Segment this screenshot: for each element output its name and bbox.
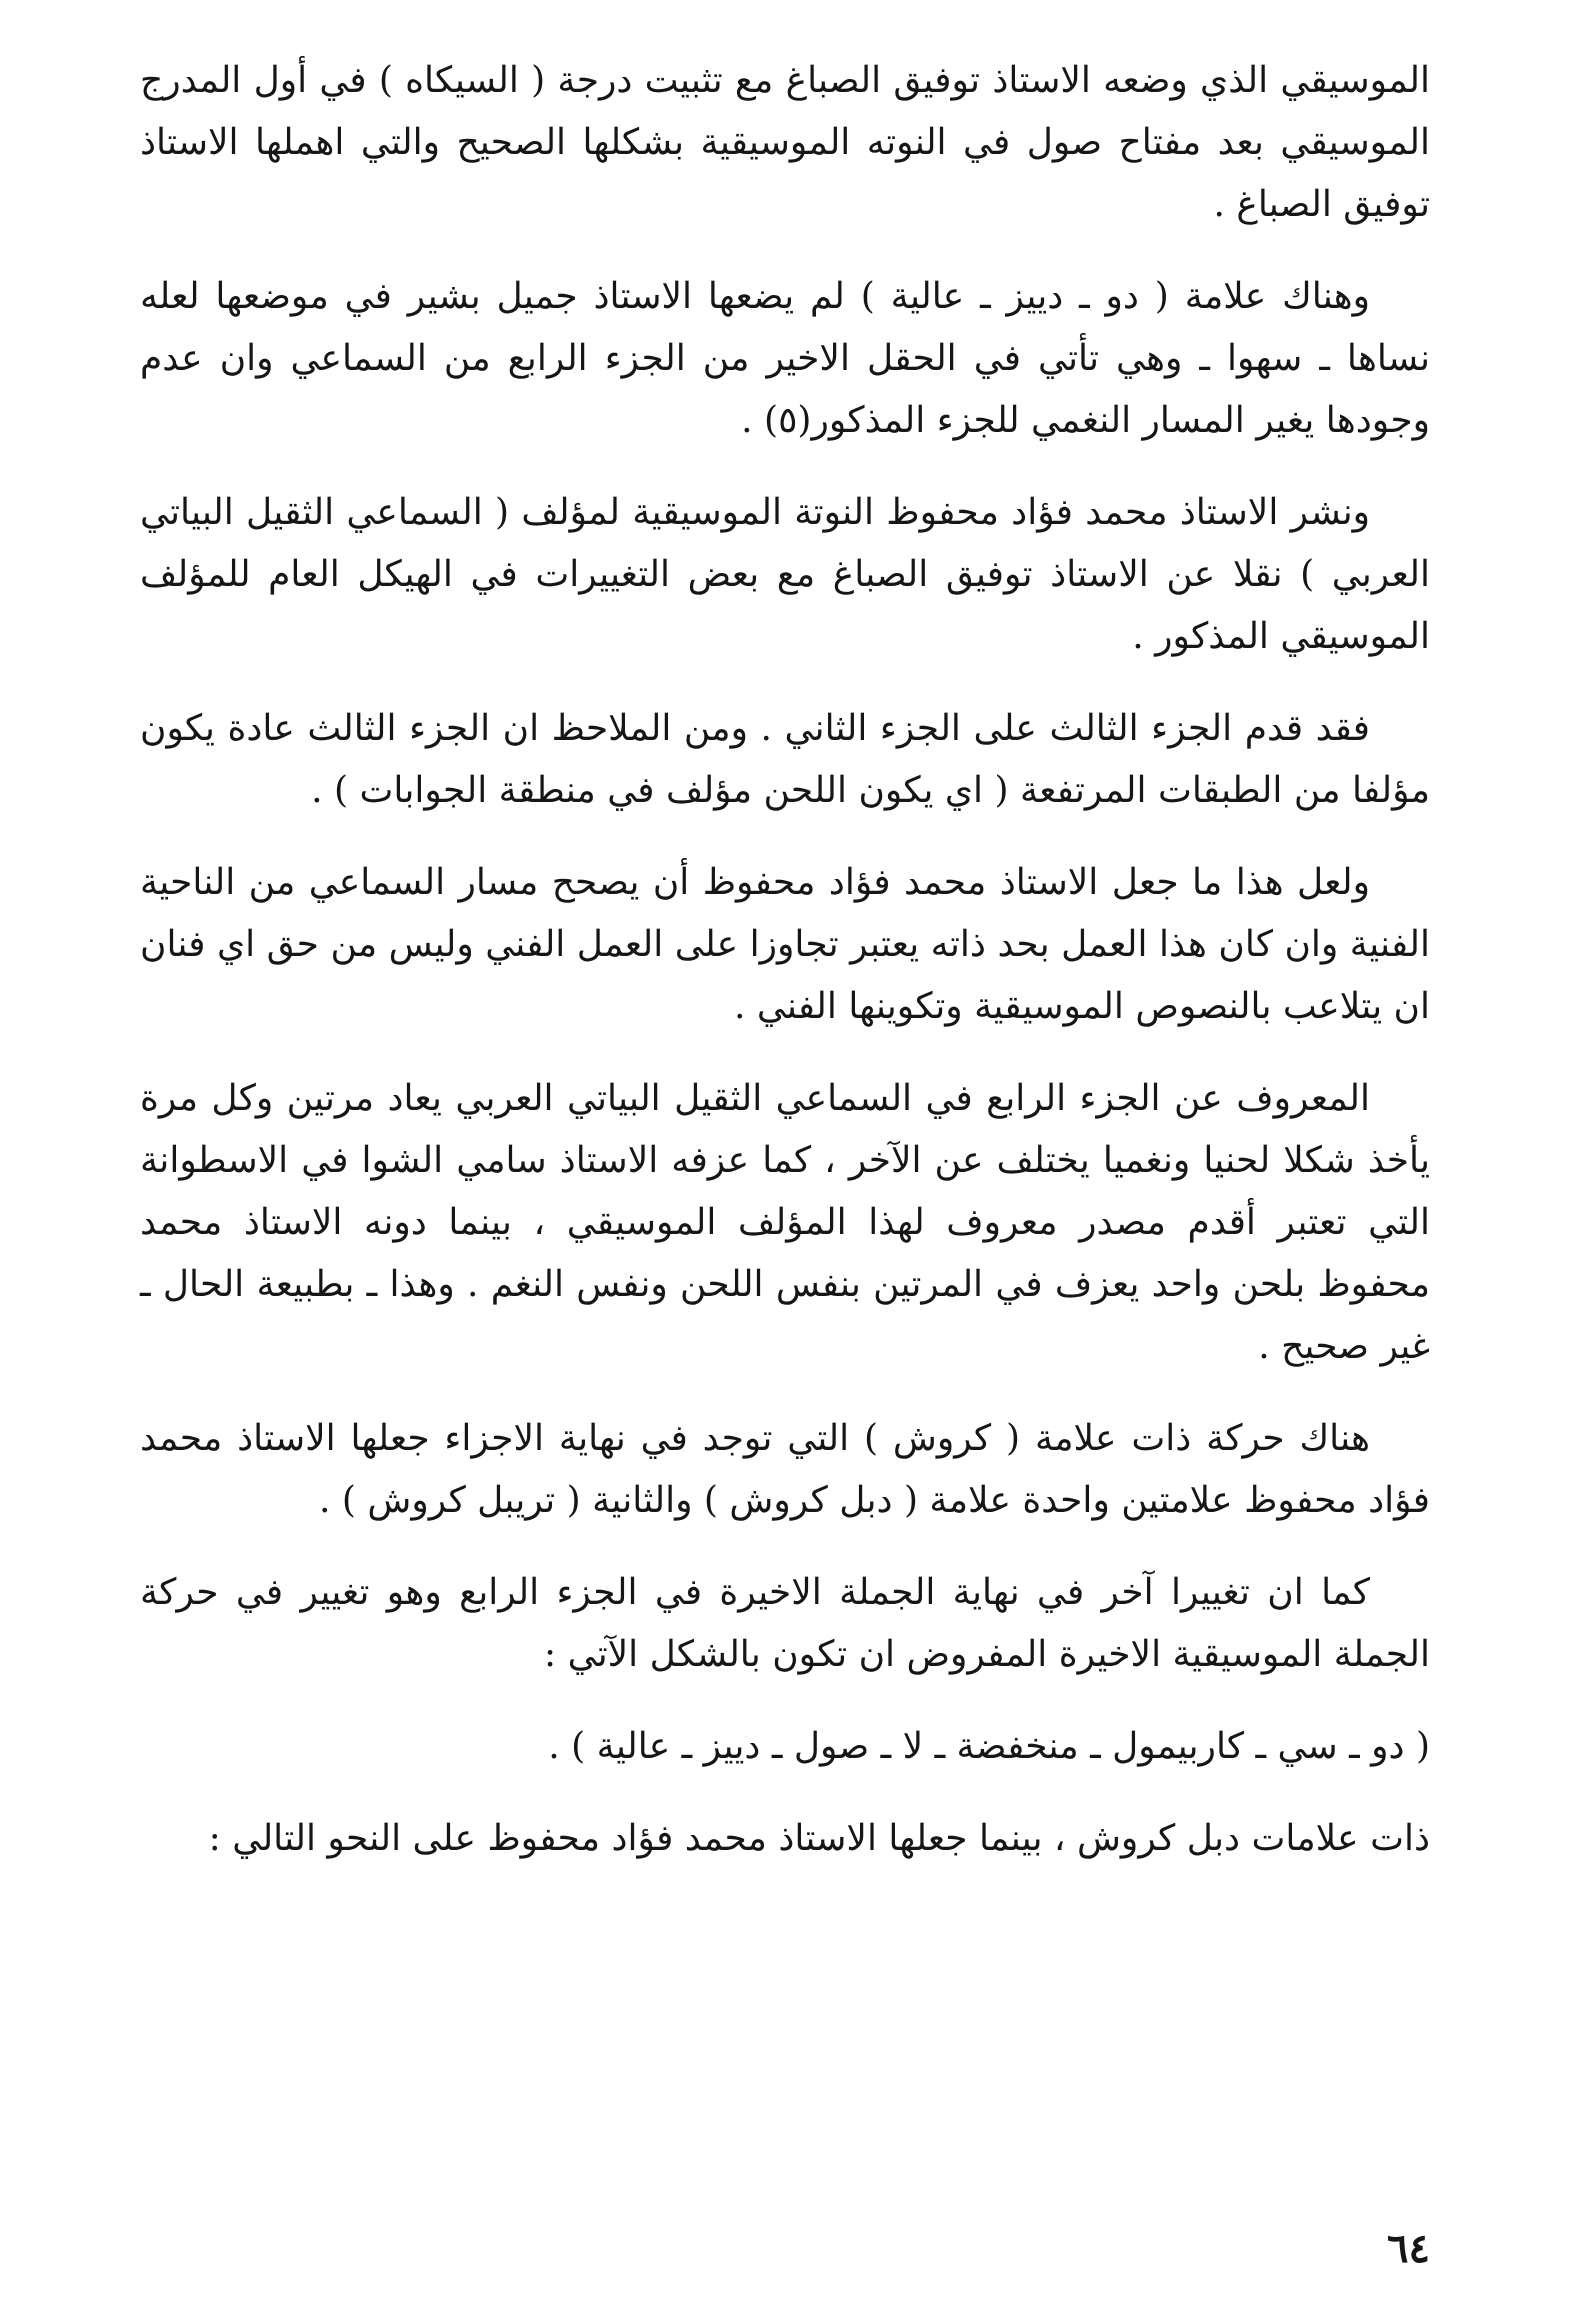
paragraph-7: هناك حركة ذات علامة ( كروش ) التي توجد في نهاية الاجزاء جعلها الاستاذ محمد فؤاد محفوظ علامتين واحدة علامة ( دبل كروش ) والثانية ( تريبل كروش ) . <box>140 1418 1430 1521</box>
paragraph-1: الموسيقي الذي وضعه الاستاذ توفيق الصباغ مع تثبيت درجة ( السيكاه ) في أول المدرج الموسيقي بعد مفتاح صول في النوته الموسيقية بشكلها الصحيح والتي اهملها الاستاذ توفيق الصباغ . <box>140 60 1430 225</box>
paragraph-9: ذات علامات دبل كروش ، بينما جعلها الاستاذ محمد فؤاد محفوظ على النحو التالي : <box>208 1818 1430 1859</box>
page-number: ٦٤ <box>1387 2225 1430 2272</box>
note-sequence: ( دو ـ سي ـ كاربيمول ـ منخفضة ـ لا ـ صول ـ دييز ـ عالية ) . <box>548 1726 1430 1767</box>
document-page <box>140 50 1430 2280</box>
paragraph-3: ونشر الاستاذ محمد فؤاد محفوظ النوتة الموسيقية لمؤلف ( السماعي الثقيل البياتي العربي ) نقلا عن الاستاذ توفيق الصباغ مع بعض التغييرات في الهيكل العام للمؤلف الموسيقي المذكور . <box>140 492 1430 657</box>
paragraph-4: فقد قدم الجزء الثالث على الجزء الثاني . ومن الملاحظ ان الجزء الثالث عادة يكون مؤلفا من الطبقات المرتفعة ( اي يكون اللحن مؤلف في منطقة الجوابات ) . <box>140 708 1430 811</box>
paragraph-2: وهناك علامة ( دو ـ دييز ـ عالية ) لم يضعها الاستاذ جميل بشير في موضعها لعله نساها ـ سهوا ـ وهي تأتي في الحقل الاخير من الجزء الرابع من السماعي وان عدم وجودها يغير المسار النغمي للجزء المذكور(٥) . <box>140 276 1430 441</box>
paragraph-5: ولعل هذا ما جعل الاستاذ محمد فؤاد محفوظ أن يصحح مسار السماعي من الناحية الفنية وان كان هذا العمل بحد ذاته يعتبر تجاوزا على العمل الفني وليس من حق اي فنان ان يتلاعب بالنصوص الموسيقية وتكوينها الفني . <box>140 862 1430 1027</box>
paragraph-8: كما ان تغييرا آخر في نهاية الجملة الاخيرة في الجزء الرابع وهو تغيير في حركة الجملة الموسيقية الاخيرة المفروض ان تكون بالشكل الآتي : <box>140 1572 1430 1675</box>
paragraph-6: المعروف عن الجزء الرابع في السماعي الثقيل البياتي العربي يعاد مرتين وكل مرة يأخذ شكلا لحنيا ونغميا يختلف عن الآخر ، كما عزفه الاستاذ سامي الشوا في الاسطوانة التي تعتبر أقدم مصدر معروف لهذا المؤلف الموسيقي ، بينما دونه الاستاذ محمد محفوظ بلحن واحد يعزف في المرتين بنفس اللحن ونفس النغم . وهذا ـ بطبيعة الحال ـ غير صحيح . <box>140 1078 1430 1367</box>
